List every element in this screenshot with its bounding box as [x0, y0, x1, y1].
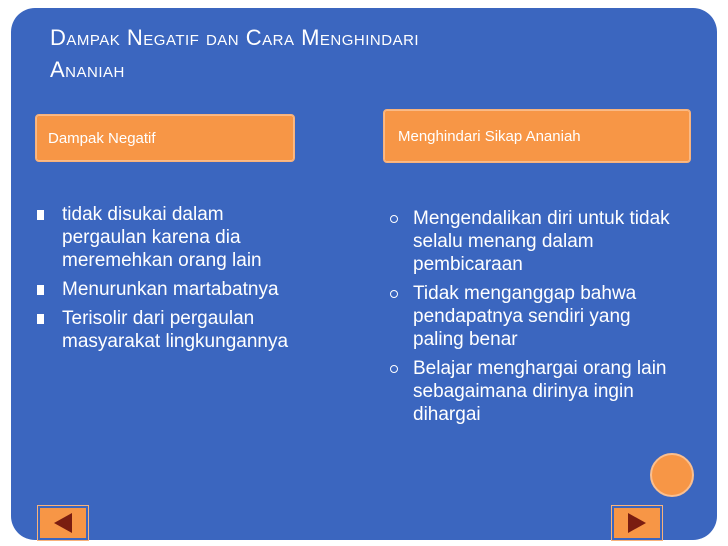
- list-item-text: Mengendalikan diri untuk tidak selalu menang dalam pembicaraan: [413, 208, 670, 275]
- square-bullet-icon: [37, 285, 44, 295]
- circle-bullet-icon: [390, 290, 398, 298]
- square-bullet-icon: [37, 314, 44, 324]
- list-item: [37, 278, 302, 301]
- previous-arrow-icon: [54, 513, 72, 533]
- list-item-text: tidak disukai dalam pergaulan karena dia meremehkan orang lain: [62, 204, 262, 271]
- list-item-text: Terisolir dari pergaulan masyarakat lingkungannya: [62, 308, 289, 352]
- left-bullet-list: [37, 203, 302, 359]
- list-item-text: Tidak menganggap bahwa pendapatnya sendiri yang paling benar: [413, 283, 637, 350]
- list-item: [388, 282, 686, 351]
- left-column-header-label: Dampak Negatif: [48, 129, 156, 147]
- list-item: [37, 307, 302, 353]
- next-arrow-icon: [628, 513, 646, 533]
- left-column-header: [35, 114, 295, 162]
- list-item: [388, 207, 686, 276]
- circle-bullet-icon: [390, 215, 398, 223]
- square-bullet-icon: [37, 210, 44, 220]
- decorative-circle: [650, 453, 694, 497]
- title-line-2: Ananiah: [50, 57, 125, 82]
- slide-title: [50, 22, 650, 86]
- previous-slide-button[interactable]: [38, 506, 88, 540]
- list-item: [388, 357, 686, 426]
- list-item-text: Menurunkan martabatnya: [62, 279, 279, 300]
- right-bullet-list: [388, 207, 686, 432]
- title-line-1: Dampak Negatif dan Cara Menghindari: [50, 25, 420, 50]
- right-column-header: [383, 109, 691, 163]
- list-item-text: Belajar menghargai orang lain sebagaimana dirinya ingin dihargai: [413, 358, 667, 425]
- circle-bullet-icon: [390, 365, 398, 373]
- right-column-header-label: Menghindari Sikap Ananiah: [398, 127, 581, 145]
- next-slide-button[interactable]: [612, 506, 662, 540]
- list-item: [37, 203, 302, 272]
